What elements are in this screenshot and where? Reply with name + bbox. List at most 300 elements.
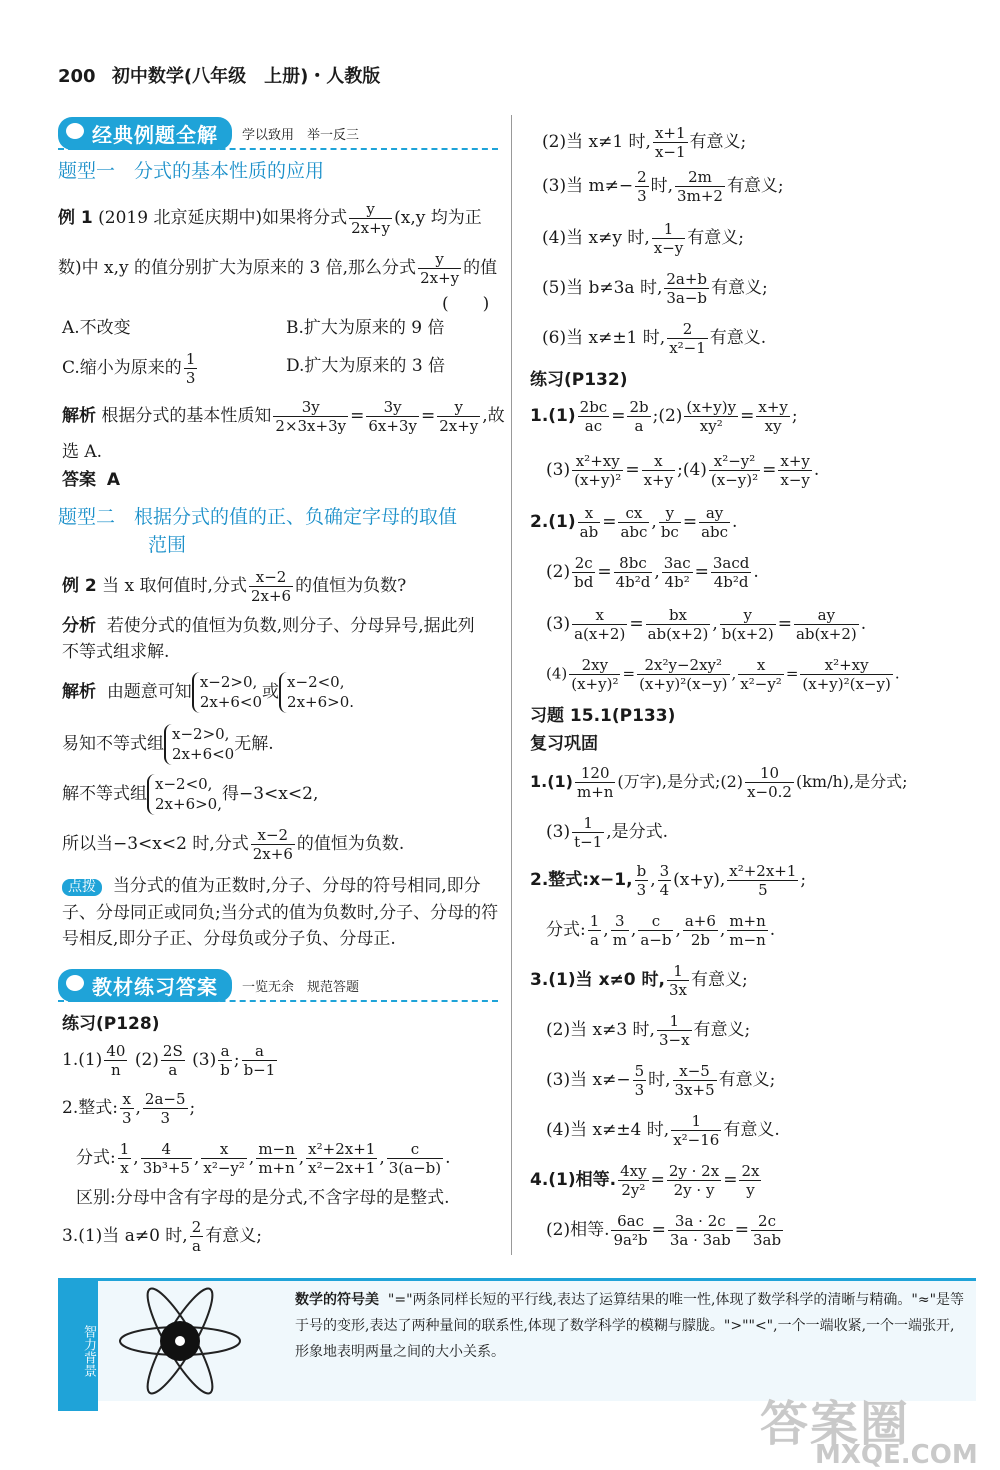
- inequality: 2x+6<0: [172, 745, 235, 764]
- example2-question: [62, 568, 406, 605]
- solution-label: 解析: [62, 681, 96, 702]
- tip-line1: [62, 876, 481, 896]
- inequality: x−2<0,: [287, 673, 345, 691]
- numerator: a: [242, 1042, 278, 1061]
- fraction: [578, 398, 610, 435]
- example2-conclusion: [62, 826, 404, 863]
- example2-solution-line3: [62, 774, 318, 815]
- denominator: 2y · y: [673, 1181, 715, 1199]
- section-subtitle: 一览无余 规范答题: [242, 979, 360, 995]
- example2-analysis-line1: [62, 616, 475, 636]
- q-label: 1.(1): [530, 772, 573, 791]
- denominator: m−n: [729, 931, 766, 949]
- watermark: [760, 1385, 978, 1470]
- denominator: 3: [634, 1081, 645, 1099]
- denominator: a(x+2): [574, 625, 626, 643]
- inequality-system: [147, 774, 222, 815]
- numerator: x+y: [758, 398, 788, 416]
- fraction: [569, 656, 620, 693]
- denominator: 6x+3y: [368, 417, 417, 435]
- denominator: 2×3x+3y: [275, 417, 347, 435]
- numerator: 1: [652, 220, 686, 239]
- q-mid: (万字),是分式;(2): [617, 772, 744, 791]
- fraction: [638, 912, 673, 949]
- denominator: 9a²b: [613, 1231, 648, 1249]
- example1-text: (2019 北京延庆期中)如果将分式: [98, 208, 348, 228]
- fraction: [652, 220, 686, 257]
- denominator: ab(x+2): [647, 625, 709, 643]
- dashed-rule: [58, 1000, 498, 1002]
- denominator: a: [590, 931, 599, 949]
- comma: ,: [712, 614, 718, 634]
- p132-q2-line4: [546, 656, 900, 693]
- q-label: (4)当 x≠y 时,: [542, 228, 650, 248]
- fraction: [662, 554, 693, 591]
- numerator: 2c: [751, 1212, 783, 1231]
- q-end: 有意义;: [693, 1020, 751, 1040]
- example1-answer: [62, 470, 120, 490]
- numerator: 4xy: [620, 1162, 647, 1180]
- fraction: [618, 504, 649, 541]
- numerator: 2bc: [579, 398, 608, 416]
- fraction: [572, 554, 595, 591]
- end-mark: ;: [189, 1098, 196, 1118]
- fraction: [671, 1112, 721, 1149]
- p133-q3-2: [546, 1012, 750, 1049]
- end-mark: .: [860, 614, 867, 634]
- numerator: (x+y)y: [686, 398, 737, 416]
- denominator: 2x+6: [252, 845, 293, 863]
- column-divider: [511, 115, 512, 1255]
- separator: ;: [233, 1050, 240, 1070]
- option-c-text: C.缩小为原来的: [62, 358, 182, 378]
- fraction: [572, 606, 627, 643]
- denominator: 3a−b: [666, 289, 708, 307]
- denominator: 5: [758, 881, 768, 899]
- fraction: [387, 1140, 443, 1177]
- tip-label: 点拨: [62, 879, 102, 896]
- numerator: y: [720, 606, 776, 625]
- q-label: 2.整式:: [62, 1098, 118, 1118]
- q-label: (4)当 x≠±4 时,: [546, 1120, 670, 1140]
- q-mid: 时,: [650, 176, 674, 196]
- section-banner-answers: [58, 970, 498, 1000]
- r-q5: [542, 270, 768, 307]
- denominator: x: [120, 1159, 129, 1177]
- numerator: 8bc: [614, 554, 653, 573]
- analysis-line2: 选 A.: [62, 442, 103, 462]
- denominator: (x+y)²(x−y): [639, 675, 728, 693]
- numerator: 2x²y−2xy²: [637, 656, 729, 675]
- numerator: x²+xy: [800, 656, 892, 675]
- numerator: 3ac: [663, 554, 691, 572]
- denominator: (x+y)²(x−y): [802, 675, 891, 693]
- megaphone-icon: [66, 123, 84, 139]
- example1-line2: [58, 250, 497, 287]
- fraction: [273, 398, 348, 435]
- numerator: cx: [618, 504, 649, 523]
- option-a: A.不改变: [62, 318, 131, 338]
- footer-text-block: [295, 1287, 965, 1365]
- numerator: 3y: [273, 398, 348, 417]
- numerator: bx: [646, 606, 711, 625]
- numerator: x+1: [654, 124, 686, 142]
- q-label: (2)当 x≠1 时,: [542, 132, 651, 152]
- p133-q3-3: [546, 1062, 775, 1099]
- q-end: 有意义.: [709, 328, 767, 348]
- fraction: [611, 1212, 649, 1249]
- denominator: ab: [579, 523, 599, 541]
- numerator: 2: [637, 168, 647, 186]
- numerator: 1: [185, 350, 196, 368]
- end-mark: .: [813, 460, 820, 480]
- example1-analysis: 解析 根据分式的基本性质知 $\frac{3y}{2\times 3x+3y}$ = $\frac{3y}{6x+3y}$ = $\frac{y}{2x+y}$ ,故: [62, 398, 505, 435]
- numerator: a+6: [684, 912, 716, 930]
- fraction: [242, 1042, 278, 1079]
- p128-q2-line2: 分式: $\frac{1}{x}$ , $\frac{4}{\text{3b³+5}}$ , $\frac{x}{\text{x²−y²}}$ , $\frac{m-n}{m+n}$ , $\frac{\text{x²+2x+1}}{\text{x²−2x+1}}$ , $\frac{c}{3(a-b)}$ .: [76, 1140, 451, 1177]
- numerator: 1: [671, 1112, 721, 1131]
- numerator: y: [349, 200, 392, 219]
- numerator: y: [437, 398, 480, 417]
- fraction: [104, 1042, 127, 1079]
- fraction: [184, 350, 198, 387]
- fraction: [642, 452, 676, 489]
- option-d: D.扩大为原来的 3 倍: [286, 356, 446, 376]
- q-end: 有意义;: [689, 132, 747, 152]
- denominator: 3: [185, 369, 196, 387]
- q-label: (3): [546, 822, 571, 842]
- p133-title: 习题 15.1(P133): [530, 706, 676, 726]
- p133-q2-line2: 分式: $\frac{1}{a}$ , $\frac{3}{m}$ , $\frac{c}{a-b}$ , $\frac{a+6}{2b}$ , $\frac{m+n}{m-n}$ .: [546, 912, 776, 949]
- denominator: (x−y)²: [710, 471, 759, 489]
- fraction: [118, 1140, 132, 1177]
- fraction: [437, 398, 480, 435]
- numerator: 3a · 2c: [668, 1212, 733, 1231]
- fraction: [653, 124, 688, 161]
- inequality-system: [279, 672, 354, 713]
- comma: ,: [731, 664, 737, 683]
- denominator: m+n: [258, 1159, 295, 1177]
- fraction: [658, 862, 672, 899]
- q-label: (3): [546, 614, 571, 634]
- numerator: x²+2x+1: [308, 1140, 376, 1158]
- p128-q2-line1: [62, 1090, 195, 1127]
- fraction: [190, 1218, 204, 1255]
- numerator: x²+xy: [572, 452, 623, 471]
- q-label: (5)当 b≠3a 时,: [542, 278, 663, 298]
- megaphone-icon: [66, 975, 84, 991]
- denominator: 3ab: [752, 1231, 782, 1249]
- denominator: xy: [764, 417, 782, 435]
- inequality: x−2>0,: [199, 673, 258, 691]
- denominator: 3: [637, 187, 647, 205]
- section-banner-examples: [58, 118, 498, 148]
- numerator: x: [120, 1090, 134, 1109]
- numerator: 2m: [675, 168, 725, 187]
- fraction: [218, 1042, 232, 1079]
- numerator: 6ac: [611, 1212, 649, 1231]
- r-q3: [542, 168, 784, 205]
- fraction: [727, 912, 767, 949]
- p133-q4-2: (2)相等. $\frac{6ac}{\text{9a²b}}$ = $\frac{3a \cdot 2c}{3a \cdot 3ab}$ = $\frac{2c}{3ab}$: [546, 1212, 782, 1249]
- or-text: 或: [262, 681, 280, 702]
- solution-text: 解不等式组: [62, 783, 147, 804]
- numerator: x−2: [249, 568, 293, 587]
- equals: =: [602, 512, 617, 532]
- denominator: (x+y)²: [574, 471, 622, 489]
- numerator: c: [638, 912, 673, 931]
- q-label: (3)当 m≠−: [542, 176, 634, 196]
- section-badge: [58, 117, 232, 150]
- numerator: 5: [634, 1062, 645, 1080]
- denominator: 2b: [690, 931, 710, 949]
- numerator: x−5: [673, 1062, 717, 1081]
- inequality: x−2<0,: [155, 775, 213, 793]
- example2-solution-line2: [62, 724, 274, 765]
- fraction: [572, 452, 623, 489]
- tip-text: 当分式的值为正数时,分子、分母的符号相同,即分: [112, 876, 481, 896]
- r-q2: [542, 124, 746, 161]
- q-end: (km/h),是分式;: [795, 772, 908, 791]
- denominator: 2x+y: [420, 269, 460, 287]
- end-mark: .: [894, 664, 900, 683]
- numerator: 3acd: [712, 554, 750, 572]
- q-end: 有意义;: [687, 228, 744, 248]
- numerator: 1: [657, 1012, 692, 1031]
- example1-text-end: (x,y 均为正: [394, 208, 482, 228]
- comma: ,: [651, 512, 657, 532]
- no-solution-text: 无解.: [234, 733, 274, 754]
- q-end: 有意义;: [711, 278, 768, 298]
- denominator: bd: [574, 573, 594, 591]
- denominator: m: [612, 931, 627, 949]
- denominator: 3: [636, 881, 647, 899]
- frac-label: 分式:: [546, 920, 586, 940]
- denominator: 3: [121, 1109, 132, 1127]
- section-badge-label: 教材练习答案: [92, 974, 218, 999]
- denominator: x−y: [780, 471, 810, 489]
- comma: ,: [135, 1098, 141, 1118]
- q-end: 有意义;: [718, 1070, 776, 1090]
- denominator: b(x+2): [721, 625, 774, 643]
- fraction: [201, 1140, 247, 1177]
- numerator: x²+2x+1: [729, 862, 797, 880]
- fraction: [637, 656, 729, 693]
- fraction: [578, 504, 601, 541]
- numerator: 2: [667, 320, 708, 339]
- equals: =: [777, 614, 792, 634]
- book-title: 初中数学(八年级 上册)・人教版: [111, 66, 381, 87]
- fraction: [141, 1140, 192, 1177]
- analysis-text: 若使分式的值恒为负数,则分子、分母异号,据此列: [106, 616, 475, 636]
- denominator: ab(x+2): [795, 625, 857, 643]
- solution-text: 易知不等式组: [62, 733, 164, 754]
- denominator: x²−1: [669, 339, 706, 357]
- end-mark: .: [445, 1148, 451, 1168]
- q-label: 2.整式:x−1,: [530, 870, 633, 890]
- result-text: 得−3<x<2,: [222, 783, 319, 804]
- numerator: 3: [611, 912, 629, 931]
- r-q6: [542, 320, 766, 357]
- numerator: ay: [794, 606, 859, 625]
- numerator: 2c: [572, 554, 595, 573]
- denominator: m+n: [576, 783, 614, 801]
- example2-solution-line1: [62, 672, 354, 713]
- denominator: x−1: [654, 143, 686, 161]
- inequality: x−2>0,: [172, 725, 230, 743]
- separator: ;(4): [677, 460, 707, 480]
- fraction: [720, 606, 776, 643]
- q-end: 有意义;: [726, 176, 784, 196]
- denominator: x−y: [653, 239, 684, 257]
- fraction: [418, 250, 461, 287]
- example2-analysis-line2: 不等式组求解.: [62, 642, 170, 662]
- analysis-label: 分析: [62, 616, 96, 636]
- fraction: [635, 168, 649, 205]
- p132-q2-line1: [530, 504, 737, 541]
- q-label: (3)当 x≠−: [546, 1070, 631, 1090]
- page-header: [58, 62, 380, 88]
- q-label: (2)当 x≠3 时,: [546, 1020, 655, 1040]
- denominator: 2x+y: [439, 417, 479, 435]
- fraction: [794, 606, 859, 643]
- denominator: bc: [660, 523, 679, 541]
- q-label: 1.(1): [62, 1050, 103, 1070]
- q-label: (2): [546, 562, 571, 582]
- fraction: [618, 1162, 648, 1199]
- denominator: 4b²d: [615, 573, 651, 591]
- numerator: 40: [106, 1042, 126, 1060]
- equals: =: [694, 562, 709, 582]
- numerator: x: [201, 1140, 247, 1159]
- analysis-end: ,故: [482, 406, 505, 426]
- fraction: [659, 504, 681, 541]
- option-b: B.扩大为原来的 9 倍: [286, 318, 445, 338]
- q-mid: 时,: [648, 1070, 671, 1090]
- q-label: (4): [546, 664, 568, 683]
- q-label: 1.(1): [530, 406, 576, 426]
- fraction: [575, 764, 615, 801]
- fraction: [668, 1212, 733, 1249]
- numerator: 120: [575, 764, 615, 783]
- numerator: x: [738, 656, 784, 675]
- equals: =: [611, 406, 626, 426]
- fraction: [709, 452, 760, 489]
- q-label: (3): [192, 1050, 217, 1070]
- p132-q2-line3: [546, 606, 866, 643]
- dashed-rule: [58, 148, 498, 150]
- p128-title: 练习(P128): [62, 1014, 160, 1034]
- fraction: [588, 912, 602, 949]
- inequality: 2x+6>0.: [287, 693, 355, 712]
- denominator: 2x+6: [250, 587, 292, 605]
- p133-subtitle: 复习巩固: [530, 734, 598, 754]
- answer-label: 答案: [62, 470, 96, 490]
- denominator: x²−16: [673, 1131, 720, 1149]
- fraction: [611, 912, 629, 949]
- fraction: [667, 1162, 721, 1199]
- fraction: [572, 814, 604, 851]
- p132-q1-line1: [530, 398, 798, 435]
- numerator: 1: [667, 962, 689, 981]
- fraction: [684, 398, 738, 435]
- denominator: 3x+5: [674, 1081, 715, 1099]
- fraction: [249, 568, 293, 605]
- numerator: x: [578, 504, 601, 523]
- denominator: (x+y)²: [571, 675, 619, 693]
- numerator: x²−y²: [709, 452, 760, 471]
- numerator: x+y: [780, 452, 810, 470]
- numerator: x: [572, 606, 627, 625]
- p128-q1: [62, 1042, 279, 1079]
- numerator: c: [387, 1140, 443, 1159]
- denominator: 3(a−b): [388, 1159, 442, 1177]
- denominator: ac: [584, 417, 603, 435]
- analysis-text: 根据分式的基本性质知: [101, 406, 272, 426]
- frac-label: 分式:: [76, 1148, 116, 1168]
- equals: =: [740, 406, 755, 426]
- watermark-logo-text: 答案圈: [760, 1396, 911, 1452]
- answer-paren: ( ): [442, 294, 490, 314]
- tip-line3: 号相反,即分子正、分母负或分子负、分母正.: [62, 929, 396, 949]
- denominator: t−1: [574, 833, 603, 851]
- q-end: ,是分式.: [606, 822, 669, 842]
- denominator: 3a · 3ab: [669, 1231, 731, 1249]
- q-end: ;: [800, 870, 807, 890]
- p132-q1-line2: [546, 452, 819, 489]
- fraction: [161, 1042, 185, 1079]
- fraction: [633, 1062, 647, 1099]
- p128-q2-diff: 区别:分母中含有字母的是分式,不含字母的是整式.: [76, 1188, 450, 1208]
- type2-title-line2: 范围: [148, 534, 187, 556]
- example1-text2: 数)中 x,y 的值分别扩大为原来的 3 倍,那么分式: [58, 258, 417, 278]
- fraction: [667, 962, 689, 999]
- example-label: 例 1: [58, 208, 93, 228]
- footer-body: "="两条同样长短的平行线,表达了运算结果的唯一性,体现了数学科学的清晰与精确。"≈"是等于号的变形,表达了两种量间的联系性,体现了数学科学的模糊与朦胧。">""<",一个一端收紧,一个一端张开,形象地表明两量之间的大小关系。: [295, 1292, 965, 1360]
- decorative-pattern-image: [105, 1286, 255, 1396]
- denominator: xy²: [699, 417, 723, 435]
- q-label: 3.(1)当 a≠0 时,: [62, 1226, 188, 1246]
- numerator: 1: [119, 1140, 130, 1158]
- numerator: 2a+b: [666, 270, 708, 288]
- denominator: b−1: [243, 1061, 276, 1079]
- denominator: abc: [620, 523, 648, 541]
- numerator: b: [636, 862, 647, 880]
- p132-q2-line2: [546, 554, 759, 591]
- option-c: [62, 350, 199, 387]
- denominator: x²−2x+1: [308, 1159, 376, 1177]
- denominator: 3b³+5: [142, 1159, 190, 1177]
- numerator: 3: [659, 862, 670, 880]
- q-end: 有意义.: [723, 1120, 780, 1140]
- denominator: abc: [701, 523, 729, 541]
- p132-title: 练习(P132): [530, 370, 628, 390]
- denominator: a: [168, 1061, 178, 1079]
- section-badge-label: 经典例题全解: [92, 122, 218, 147]
- fraction: [673, 1062, 717, 1099]
- q-label: 3.(1)当 x≠0 时,: [530, 970, 665, 990]
- numerator: a: [218, 1042, 232, 1061]
- numerator: 1: [589, 912, 600, 930]
- fraction: [675, 168, 725, 205]
- numerator: y: [659, 504, 681, 523]
- denominator: x+y: [643, 471, 674, 489]
- fraction: [251, 826, 295, 863]
- q-label: (6)当 x≠±1 时,: [542, 328, 666, 348]
- numerator: 2b: [629, 398, 649, 416]
- q-label: (2): [134, 1050, 159, 1070]
- equals: =: [785, 664, 799, 683]
